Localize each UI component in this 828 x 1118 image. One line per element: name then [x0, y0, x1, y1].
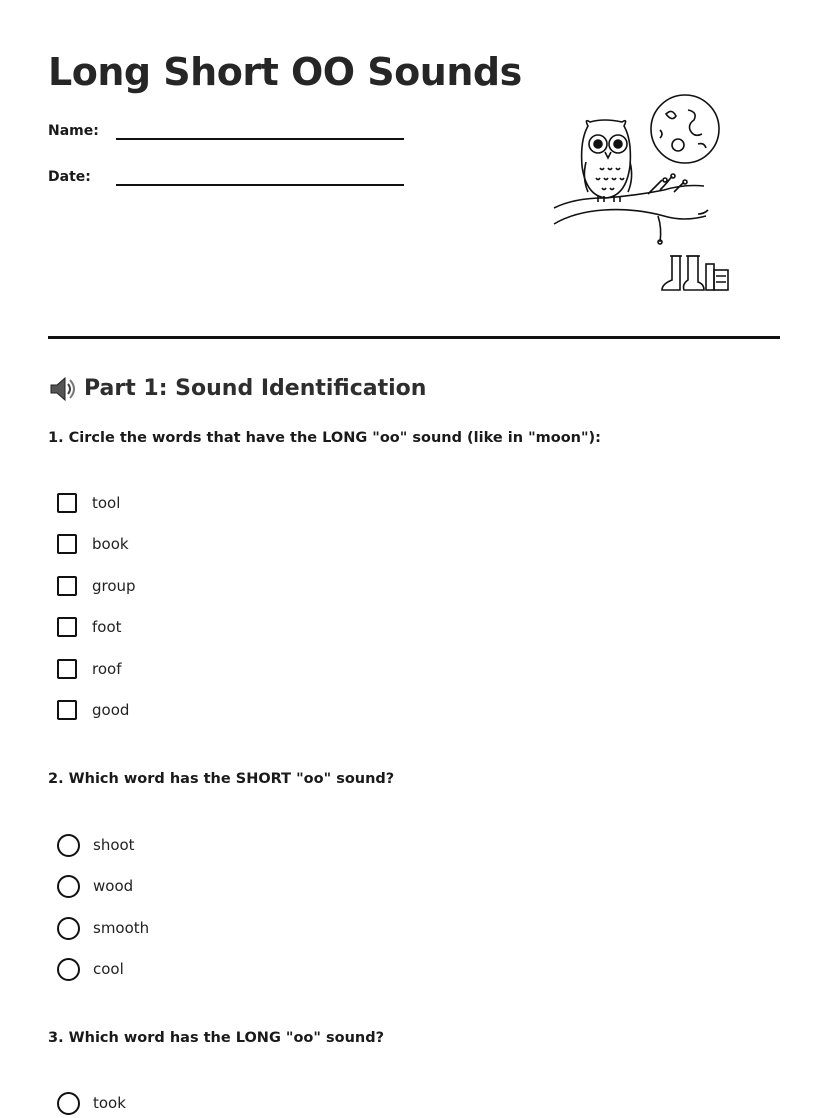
option-label: smooth: [93, 919, 150, 937]
q1-option-good[interactable]: [57, 697, 129, 723]
option-label: roof: [92, 660, 122, 678]
q1-option-foot[interactable]: [57, 614, 122, 640]
option-label: wood: [93, 877, 134, 895]
question-3: 3. Which word has the LONG "oo" sound?: [48, 1030, 384, 1046]
q1-option-book[interactable]: [57, 531, 129, 557]
moon-icon: [651, 95, 719, 163]
boots-icon: [662, 256, 728, 290]
checkbox[interactable]: [57, 576, 77, 596]
q1-option-tool[interactable]: [57, 490, 120, 516]
q2-option-smooth[interactable]: [57, 915, 149, 941]
checkbox[interactable]: [57, 617, 77, 637]
owl-icon: [582, 120, 632, 202]
date-label: Date:: [48, 169, 91, 185]
speaker-icon: [48, 375, 76, 403]
name-label: Name:: [48, 123, 99, 139]
radio-button[interactable]: [57, 917, 80, 940]
date-field[interactable]: [48, 164, 404, 186]
part1-title: [48, 374, 426, 404]
name-line[interactable]: [116, 118, 404, 140]
option-label: cool: [93, 960, 124, 978]
name-field[interactable]: [48, 118, 404, 140]
option-label: good: [92, 701, 130, 719]
option-label: tool: [92, 494, 121, 512]
option-label: foot: [92, 618, 122, 636]
q1-option-roof[interactable]: [57, 656, 121, 682]
option-label: took: [93, 1094, 126, 1112]
checkbox[interactable]: [57, 659, 77, 679]
question-2: 2. Which word has the SHORT "oo" sound?: [48, 771, 395, 787]
option-label: shoot: [93, 836, 135, 854]
radio-button[interactable]: [57, 958, 80, 981]
page-title: Long Short OO Sounds: [48, 50, 522, 94]
q1-option-group[interactable]: [57, 573, 136, 599]
q2-option-wood[interactable]: [57, 873, 133, 899]
q2-option-cool[interactable]: [57, 956, 124, 982]
option-label: book: [92, 535, 129, 553]
radio-button[interactable]: [57, 875, 80, 898]
radio-button[interactable]: [57, 1092, 80, 1115]
section-divider: [48, 336, 780, 339]
option-label: group: [92, 577, 136, 595]
checkbox[interactable]: [57, 700, 77, 720]
date-line[interactable]: [116, 164, 404, 186]
radio-button[interactable]: [57, 834, 80, 857]
q3-option-took[interactable]: [57, 1090, 126, 1116]
owl-illustration: [548, 92, 738, 304]
checkbox[interactable]: [57, 493, 77, 513]
part1-title-text: Part 1: Sound Identification: [84, 376, 427, 401]
q2-option-shoot[interactable]: [57, 832, 135, 858]
question-1: 1. Circle the words that have the LONG "oo" sound (like in "moon"):: [48, 430, 601, 446]
checkbox[interactable]: [57, 534, 77, 554]
